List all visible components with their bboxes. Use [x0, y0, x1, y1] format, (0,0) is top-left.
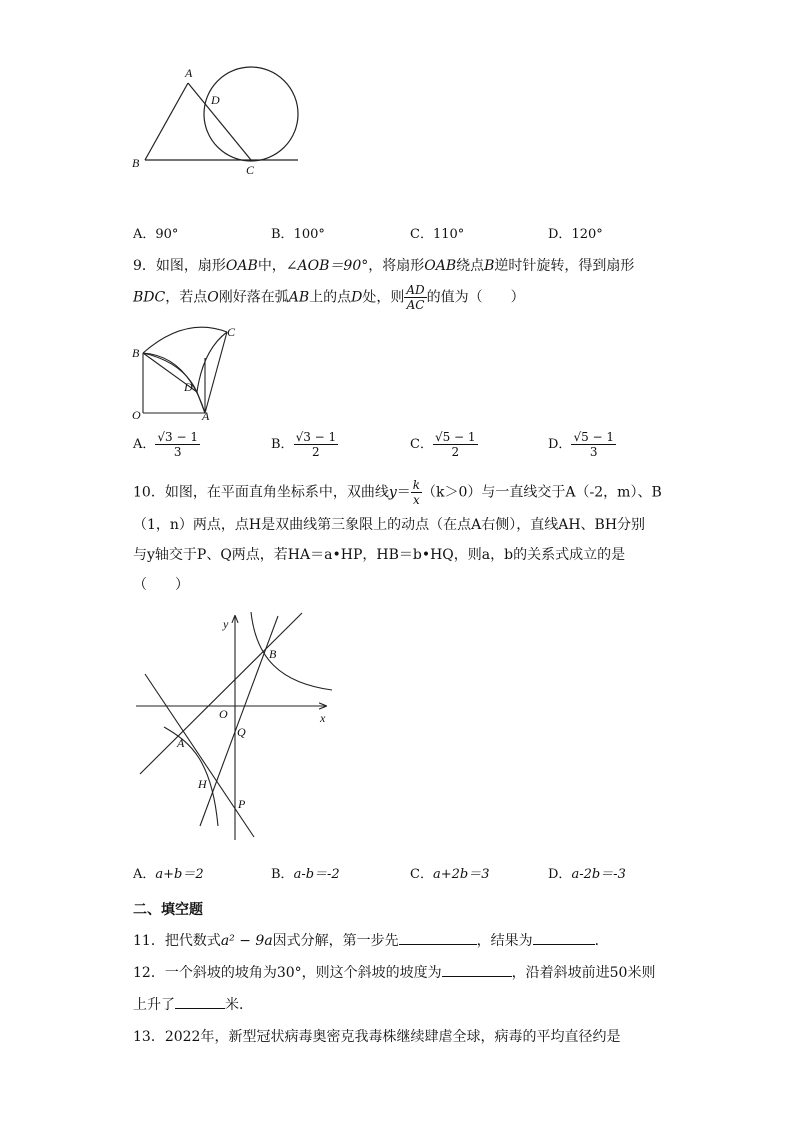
- label-O: O: [132, 408, 141, 422]
- q8-option-b[interactable]: B．100°: [271, 227, 325, 242]
- q8-option-c[interactable]: C．110°: [410, 227, 465, 242]
- label-D: D: [184, 380, 193, 394]
- q8-option-d[interactable]: D．120°: [548, 227, 603, 242]
- label-D: D: [211, 93, 220, 107]
- q10-line-3: 与y轴交于P、Q两点，若HA＝a•HP，HB＝b•HQ，则a，b的关系式成立的是: [133, 547, 626, 563]
- q10-line-4: （ ）: [133, 577, 189, 593]
- label-O: O: [219, 707, 228, 721]
- q10-line-2: （1，n）两点，点H是双曲线第三象限上的动点（在点A右侧），直线AH、BH分别: [133, 517, 646, 533]
- figure-q10-hyperbola: [130, 610, 345, 842]
- q12-blank-1[interactable]: [442, 976, 512, 977]
- q11-line: 11．把代数式a² − 9a因式分解，第一步先 ，结果为 ．: [133, 933, 609, 949]
- q12-line-2: 上升了 米．: [133, 997, 253, 1013]
- figure-q8-triangle-circle: [125, 62, 305, 182]
- q10-option-c[interactable]: C．a+2b＝3: [410, 867, 490, 882]
- q12-line-1: 12．一个斜坡的坡角为30°，则这个斜坡的坡度为 ，沿着斜坡前进50米则: [133, 965, 656, 981]
- q10-option-a[interactable]: A．a+b＝2: [133, 867, 204, 882]
- label-B: B: [132, 156, 140, 170]
- label-A: A: [185, 66, 193, 80]
- q9-option-c[interactable]: C． $\frac{√5 - 1}{2}$: [410, 430, 476, 459]
- figure-q9-sector: [125, 320, 245, 422]
- q12-blank-2[interactable]: [175, 1008, 225, 1009]
- label-H: H: [198, 777, 207, 791]
- q11-blank-1[interactable]: [399, 944, 477, 945]
- label-y: y: [223, 617, 229, 631]
- q9-option-b[interactable]: B． $\frac{√3 - 1}{2}$: [271, 430, 337, 459]
- label-C: C: [246, 163, 255, 177]
- label-C: C: [227, 325, 236, 339]
- q10-line-1: 10．如图，在平面直角坐标系中，双曲线y＝ $\frac{k}{x}$ （k＞0）与一直线交于A（-2，m）、B: [133, 478, 662, 507]
- label-A: A: [202, 409, 210, 422]
- section-heading-fill-in: 二、填空题: [133, 902, 203, 918]
- q13-line-1: 13．2022年，新型冠状病毒奥密克我毒株继续肆虐全球，病毒的平均直径约是: [133, 1029, 621, 1045]
- q10-option-b[interactable]: B．a-b＝-2: [271, 867, 340, 882]
- label-Q: Q: [237, 725, 246, 739]
- q11-blank-2[interactable]: [533, 944, 595, 945]
- label-B: B: [269, 647, 277, 661]
- label-B: B: [132, 346, 140, 360]
- label-x: x: [320, 711, 326, 725]
- q9-option-a[interactable]: A． $\frac{√3 - 1}{3}$: [133, 430, 198, 459]
- q9-line-1: 9．如图，扇形OAB中，∠AOB＝90°，将扇形OAB绕点B逆时针旋转，得到扇形: [133, 258, 635, 274]
- q9-fraction: $\frac{AD}{AC}$: [406, 283, 425, 312]
- q10-option-d[interactable]: D．a-2b＝-3: [548, 867, 626, 882]
- q9-option-d[interactable]: D． $\frac{√5 - 1}{3}$: [548, 430, 615, 459]
- label-A: A: [177, 736, 185, 750]
- q8-option-a[interactable]: A．90°: [133, 227, 179, 242]
- q9-line-2: BDC，若点O刚好落在弧AB上的点D处，则 $\frac{AD}{AC}$ 的值为（ ）: [133, 283, 525, 312]
- label-P: P: [238, 797, 246, 811]
